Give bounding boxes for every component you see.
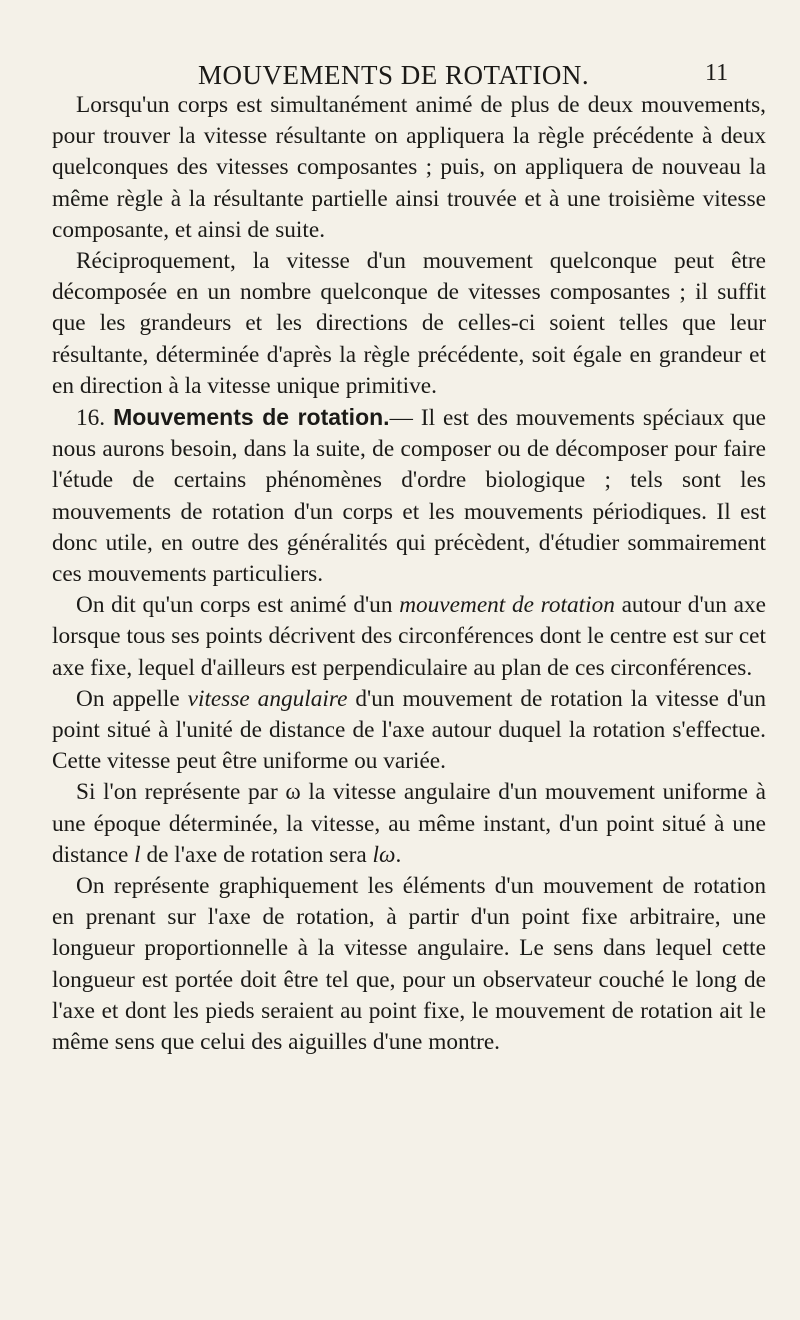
text-run: Si l'on représente par ω la vitesse angulaire d'un mouvement uniforme à une époque déterminée, la vitesse, au même instant, d'un point situé à une distance bbox=[52, 779, 766, 868]
term-mouvement-de-rotation: mouvement de rotation bbox=[399, 592, 615, 619]
text-run: autour d'un axe lorsque tous ses points décrivent des circonférences dont le centre est sur cet axe fixe, lequel d'ailleurs est perpendiculaire au plan de ces circonférences. bbox=[52, 592, 766, 681]
symbol-l-omega: lω bbox=[372, 841, 396, 868]
symbol-l: l bbox=[134, 841, 141, 868]
paragraph-omega bbox=[52, 777, 766, 871]
body-text bbox=[52, 90, 766, 1058]
running-title: MOUVEMENTS DE ROTATION. bbox=[198, 60, 590, 90]
text-run: de l'axe de rotation sera bbox=[140, 841, 373, 868]
paragraph-composition: Lorsqu'un corps est simultanément animé de plus de deux mouvements, pour trouver la vitesse résultante on appliquera la règle précédente à deux quelconques des vitesses composantes ; puis, on appliquera de nouveau la même règle à la résultante partielle ainsi trouvée et à une troisième vitesse composante, et ainsi de suite. bbox=[52, 92, 766, 243]
text-run: On dit qu'un corps est animé d'un bbox=[76, 592, 400, 619]
term-vitesse-angulaire: vitesse angulaire bbox=[187, 685, 348, 712]
text-run: . bbox=[395, 841, 402, 868]
paragraph-angular-velocity bbox=[52, 684, 766, 778]
paragraph-section-16 bbox=[52, 402, 766, 590]
text-run: On appelle bbox=[76, 685, 188, 712]
section-number: 16. bbox=[76, 405, 106, 432]
section-16-text: — Il est des mouvements spéciaux que nous aurons besoin, dans la suite, de composer ou de décomposer pour faire l'étude de certains phénomènes d'ordre biologique ; tels sont les mouvements de rotation d'un corps et les mouvements périodiques. Il est donc utile, en outre des généralités qui précèdent, d'étudier sommairement ces mouvements particuliers. bbox=[52, 405, 766, 588]
paragraph-decomposition: Réciproquement, la vitesse d'un mouvement quelconque peut être décomposée en un nombre quelconque de vitesses composantes ; il suffit que les grandeurs et les directions de celles-ci soient telles que leur résultante, déterminée d'après la règle précédente, soit égale en grandeur et en direction à la vitesse unique primitive. bbox=[52, 248, 766, 399]
paragraph-graphical-representation: On représente graphiquement les éléments d'un mouvement de rotation en prenant sur l'axe de rotation, à partir d'un point fixe arbitraire, une longueur proportionnelle à la vitesse angulaire. Le sens dans lequel cette longueur est portée doit être tel que, pour un observateur couché le long de l'axe et dont les pieds seraient au point fixe, le mouvement de rotation ait le même sens que celui des aiguilles d'une montre. bbox=[52, 873, 766, 1056]
page-number: 11 bbox=[705, 60, 729, 86]
text-run: d'un mouvement de rotation la vitesse d'un point situé à l'unité de distance de l'axe autour duquel la rotation s'effectue. Cette vitesse peut être uniforme ou variée. bbox=[52, 685, 767, 775]
paragraph-rotation-definition bbox=[52, 590, 766, 684]
section-title: Mouvements de rotation. bbox=[113, 404, 390, 431]
